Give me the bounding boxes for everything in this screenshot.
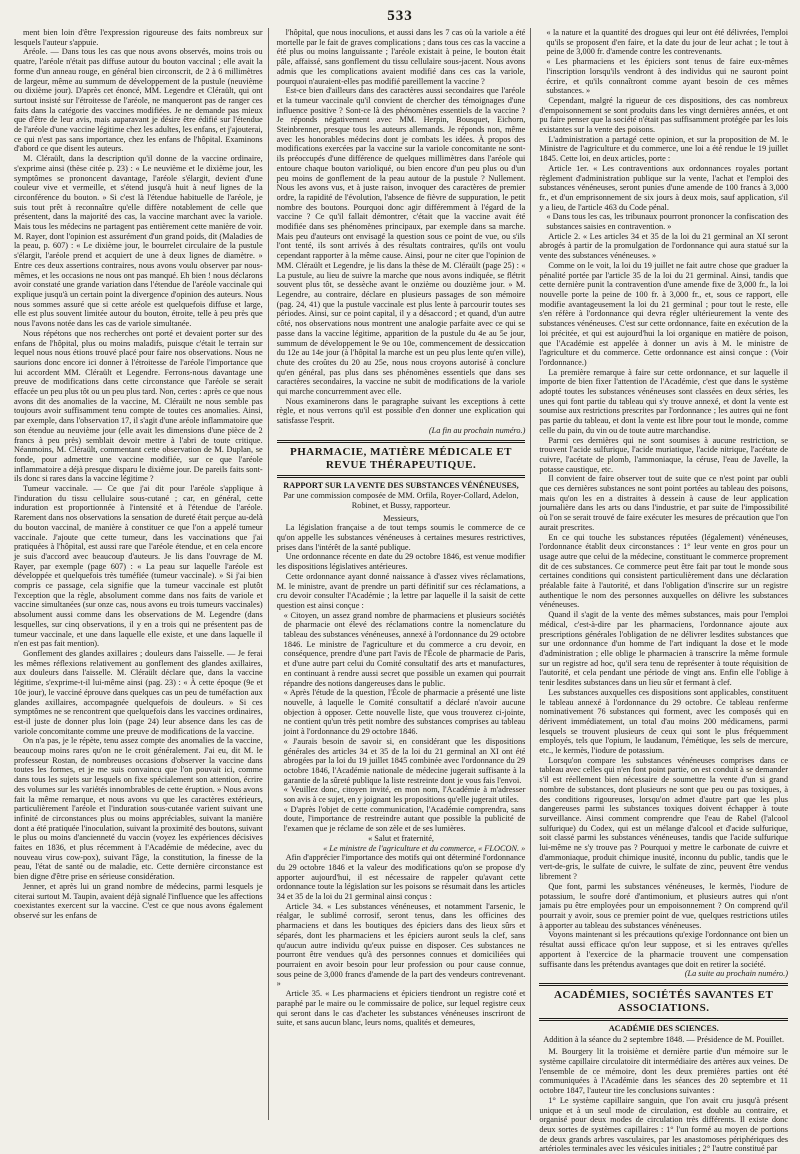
paragraph: Cette ordonnance ayant donné naissance à d'assez vives réclamations, M. le ministre, avant de prendre un parti définitif sur ces réclamations, a cru devoir consulter l'Académie ; la lettre par laquelle il la saisit de cette question est ainsi conçue : [276,571,526,610]
signature: « Le ministre de l'agriculture et du commerce, « FLOCON. » [323,843,526,853]
paragraph: Afin d'apprécier l'importance des motifs qui ont déterminé l'ordonnance du 29 octobre 1846 et la valeur des modifications qu'on se propose d'y apporter aujourd'hui, il est nécessaire de rappeler qu'avant cette ordonnance toute la législation sur les poisons se résumait dans les articles 34 et 35 de la loi du 21 germinal ainsi conçus : [276,853,526,902]
paragraph: 1° Le système capillaire sanguin, que l'on avait cru jusqu'à présent unique et à un seul mode de circulation, est double au contraire, et organisé pour deux modes de circulation très différents. Il existe donc deux sortes de systèmes capillaires : 1° l'un formé au moyen de portions de deux grands arbres vasculaires, par les anastomoses périphériques des artérioles terminales avec les vésicules initiales ; 2° l'autre constitué par [539,1095,789,1154]
paragraph: Est-ce bien d'ailleurs dans des caractères aussi secondaires que l'aréole et la tumeur vaccinale qu'il convient de chercher des témoignages d'une influence positive ? Sont-ce là des phénomènes essentiels de la vaccine ? Je réponds négativement avec MM. Herpin, Bousquet, Eichorn, Steinbrenner, presque tous les auteurs allemands. Je réponds non, même avec les honorables médecins dont je combats les idées. À propos des modifications exercées par la vaccine sur la variole concomitante ne sont-ils préoccupés d'une différence de quelques millimètres dans l'aréole qui entoure chaque bouton varioliqué, ou bien encore d'un peu plus ou d'un peu moins de gonflement de la peau autour de la pustule ? Nullement. Nous les avons vus, et à juste raison, invoquer des caractères de premier ordre, la rapidité de l'évolution, l'absence de fièvre de suppuration, le petit nombre des boutons. Pourquoi donc agir différemment à l'égard de la vaccine ? Ce qu'il fallait démontrer, c'était que la vaccine avait été modifiée dans ses phénomènes principaux, par exemple dans sa marche. Mais peu d'auteurs ont envisagé la question sous ce point de vue, ou s'ils l'ont tenté, ils sont arrivés à des résultats contraires, qu'ils ont voulu cependant rapporter à la même cause. Ainsi, pour ne citer que l'opinion de MM. Cléraült et Legendre, je lis dans la thèse de M. Cléraült (page 25) : « La pustule, au lieu de suivre la marche que nous avons indiquée, se flétrit souvent plus tôt, se dessèche avant le onzième ou douzième jour. » M. Legendre, au contraire, déclare en plusieurs passages de son mémoire (pag. 24, 41) que la pustule vaccinale est plus lente à parcourir toutes ses périodes. Ainsi, sur ce point capital, il y a désaccord ; et quand, d'un autre côté, nos observations nous montrent une analogie parfaite avec ce qui se passe dans la vaccine légitime, apparition de la pustule du 4e au 5e jour, summum de développement le 9e ou 10e, commencement de dessiccation du 12e au 14e jour (à l'hôpital la marche est un peu plus lente qu'en ville), chute des croûtes du 20 au 25e, nous nous croyons autorisé à conclure qu'en général, pas plus dans ses phénomènes essentiels que dans ses caractères secondaires, la vaccine ne subit de modifications de la variole qui marche concurremment avec elle. [276,86,526,397]
paragraph: On n'a pas, je le répète, tenu assez compte des anomalies de la vaccine, beaucoup moins rares qu'on ne le croit généralement. J'ai eu, dit M. le professeur Rostan, de nombreuses occasions d'observer la vaccine dans toutes les formes, et je me suis convaincu que l'on pouvait ici, comme dans tous les sujets sur lesquels on fixe spécialement son attention, écrire des volumes sur les variétés innombrables de cette éruption. » Nous avons fait la même remarque, et nous avons vu que les caractères extérieurs, particulièrement l'aréole et l'induration sous-cutanée varient suivant une infinité de circonstances plus ou moins appréciables, suivant la manière dont a été pratiquée l'inoculation, suivant la proximité des boutons, suivant le plus ou moins d'ancienneté du vaccin (voyez les expériences décisives faites en 1836, et plus récemment à l'Académie de médecine, avec du nouveau virus cow-pox), suivant l'âge, la constitution, la finesse de la peau, l'état de santé ou de maladie, etc. Cette dernière circonstance est bien digne d'être prise en sérieuse considération. [14,736,263,882]
paragraph: Article 1er. « Les contraventions aux ordonnances royales portant règlement d'administration publique sur la vente, l'achat et l'emploi des substances vénéneuses, seront punies d'une amende de 100 francs à 3,000 fr., et d'un emprisonnement de six jours à deux mois, sauf application, s'il y a lieu, de l'article 463 du Code pénal. [539,163,789,212]
quoted-letter: « J'aurais besoin de savoir si, en considérant que les dispositions générales des articles 34 et 35 de la loi du 21 germinal an XI ont été abrogées par la loi du 19 juillet 1845 combinée avec l'ordonnance du 29 octobre 1846, l'Académie nationale de médecine jugerait suffisante à la garantie de la sûreté publique la liste restreinte dont je vous fais l'envoi. [283,736,526,785]
paragraph: La législation française a de tout temps soumis le commerce de ce qu'on appelle les substances vénéneuses à certaines mesures restrictives, prises dans l'intérêt de la santé publique. [276,523,526,552]
quoted-letter: « D'après l'objet de cette communication, l'Académie comprendra, sans doute, l'importance de restreindre autant que possible la publicité de l'examen que je réclame de son zèle et de ses lumières. [283,804,526,834]
text-columns [14,28,789,1154]
paragraph: Jenner, et après lui un grand nombre de médecins, parmi lesquels je citerai surtout M. Taupin, avaient déjà signalé l'influence que les affections coexistantes exercent sur la vaccine. C'est ce que nous avons également observé sur les enfans de [14,881,263,920]
column-2 [277,28,532,1120]
paragraph: Article 34. « Les substances vénéneuses, et notamment l'arsenic, le réalgar, le sublimé corrosif, seront tenus, dans les officines des pharmaciens et dans les boutiques des épiciers dans des lieux sûrs et séparés, dont les pharmaciens et les épiciers auront seuls la clef, sans qu'aucun autre individu qu'eux puisse en disposer. Ces substances ne pourront être vendues qu'à des personnes connues et domiciliées qui pourraient en avoir besoin pour leur profession ou pour cause connue, sous peine de 3,000 francs d'amende de la part des vendeurs contrevenant. » [276,901,526,989]
column-1 [14,28,269,1120]
paragraph: Parmi ces dernières qui ne sont soumises à aucune restriction, se trouvent l'acide sulfurique, l'acide muriatique, l'acide nitrique, l'acétate de cuivre, l'acétate de plomb, l'ammoniaque, la céruse, l'eau de Javelle, la potasse caustique, etc. [539,435,789,474]
session-info: Addition à la séance du 2 septembre 1848. — Présidence de M. Pouillet. [543,1034,785,1044]
paragraph: Aréole. — Dans tous les cas que nous avons observés, moins trois ou quatre, l'aréole n'était pas diffuse autour du bouton vaccinal ; elle avait la forme d'un anneau rouge, en général bien circonscrit, de 2 à 6 millimètres de largeur, même au summum de développement de la pustule (neuvième ou dixième jour). D'après cet énoncé, MM. Legendre et Cléraült, qui ont surtout insisté sur l'étroitesse de l'aréole, ne manqueront pas de ranger ces faits dans la catégorie des vaccines modifiées. Je ne demande pas mieux que d'être de leur avis, mais auparavant je désire être édifié sur l'étendue de l'aréole d'une vaccine légitime chez les adultes, les enfans, et j'ajouterai, ce qui n'est pas sans importance, chez les enfans de l'hôpital. Examinons d'abord ce que disent les auteurs. [14,47,263,154]
paragraph: l'hôpital, que nous inoculions, et aussi dans les 7 cas où la variole a été mortelle par le fait de graves complications ; dans tous ces cas la vaccine a été plus ou moins languissante ; l'aréole existait à peine, le bouton était pâle, affaissé, sans gonflement du tissu cellulaire sous-jacent. Nous avons admis que les complications avaient modifié dans ces cas la variole, pourquoi n'auraient-elles pas modifié pareillement la vaccine ? [276,28,526,86]
paragraph: Lorsqu'on compare les substances vénéneuses comprises dans ce tableau avec celles qui n'en font point partie, on est conduit à se demander s'il est réellement bien nécessaire de soumettre la vente d'un si grand nombre de substances, dont plusieurs ne sont que peu ou pas toxiques, à des conditions rigoureuses, lorsqu'on admet d'autre part que les plus dangereuses parmi les substances toxiques doivent échapper à toute surveillance. Ainsi comment comprendre que l'eau de Rabel (l'alcool sulfurique) du Codex, qui est un mélange d'alcool et d'acide sulfurique, soit classé parmi les substances vénéneuses, tandis que l'acide sulfurique lui-même ne s'y trouve pas ? Pourquoi y mettre le carbonate de cuivre et d'ammoniaque, produit chimique inusité, inconnu du public, tandis que le vert-de-gris, le sulfate de cuivre, le sulfate de zinc, peuvent être vendus librement ? [539,755,789,882]
continuation-note: (La fin au prochain numéro.) [428,425,526,435]
paragraph: Comme on le voit, la loi du 19 juillet ne fait autre chose que graduer la pénalité portée par l'article 35 de la loi du 21 germinal. Ainsi, tandis que cette dernière punit la contravention d'une amende fixe de 3,000 fr., la loi nouvelle porte la peine de 100 fr. à 3,000 fr., et, sous ce rapport, elle modifie avantageusement la loi du 21 germinal ; pour tout le reste, elle s'en réfère à l'ordonnance qui devra régler ultérieurement la vente des substances vénéneuses. C'est sur cette ordonnance, faite en exécution de la loi précitée, et qui est aujourd'hui la loi organique en matière de poison, que l'Académie est appelée à donner un avis à M. le ministre de l'agriculture et du commerce. Cette ordonnance est ainsi conçue : (Voir l'ordonnance.) [539,260,789,367]
closing: « Salut et fraternité, [368,833,434,843]
continuation-note: (La suite au prochain numéro.) [684,969,789,979]
paragraph: ment bien loin d'être l'expression rigoureuse des faits nombreux sur lesquels l'auteur s'appuie. [14,28,263,47]
paragraph: L'administration a partagé cette opinion, et sur la proposition de M. le Ministre de l'agriculture et du commerce, une loi a été rendue le 19 juillet 1845. Cette loi, en deux articles, porte : [539,134,789,164]
page-number: 533 [387,8,413,24]
paragraph: Que font, parmi les substances vénéneuses, le kermès, l'iodure de potassium, le soufre doré d'antimonium, et plusieurs autres qui n'ont jamais pu être employées pour un empoisonnement ? On comprend qu'il pourrait y avoir, sous ce premier point de vue, quelques restrictions utiles à apporter au tableau des substances vénéneuses. [539,881,789,930]
salutation: Messieurs, [383,513,419,523]
section-title-academies: ACADÉMIES, SOCIÉTÉS SAVANTES ET ASSOCIATIONS. [539,983,788,1021]
paragraph: M. Bourgery lit la troisième et dernière partie d'un mémoire sur le système capillaire circulatoire dit intermédiaire des artères aux veines. De l'ensemble de ce mémoire, dont les deux premières parties ont été communiquées à l'Académie dans les séances des 20 septembre et 11 octobre 1847, l'auteur tire les conclusions suivantes : [539,1047,789,1096]
report-commission: Par une commission composée de MM. Orfila, Royer-Collard, Adelon, Robinet, et Bussy, rapporteur. [283,491,519,510]
quoted-letter: « Après l'étude de la question, l'École de pharmacie a présenté une liste nouvelle, à laquelle le Comité consultatif a déclaré n'avoir aucune objection à opposer. Cette nouvelle liste, que vous trouverez ci-jointe, ne contient qu'un très petit nombre des substances comprises au tableau joint à l'ordonnance du 29 octobre 1846. [283,688,526,737]
paragraph: Les substances auxquelles ces dispositions sont applicables, constituent le tableau annexé à l'ordonnance du 29 octobre. Ce tableau renferme nominativement 76 substances qui forment, avec les composés qui en dérivent immédiatement, un total d'au moins 200 médicamens, parmi lesquels se trouvent plusieurs de ceux qui sont le plus fréquemment employés, tels que l'opium, le laudanum, l'émétique, les sels de mercure, etc., le kermès, l'iodure de potassium. [539,687,789,756]
paragraph: La première remarque à faire sur cette ordonnance, et sur laquelle il importe de bien fixer l'attention de l'Académie, c'est que dans le système adopté toutes les substances vénéneuses sont classées en deux séries, les unes qui font partie du tableau qui s'y trouve annexé, et dont la vente est soumise aux restrictions prescrites par l'ordonnance ; les autres qui ne font pas partie du tableau, et dont la vente est libre pour tout le monde, comme celle du pain, du vin ou de toute autre marchandise. [539,367,789,435]
paragraph: Quand il s'agit de la vente des mêmes substances, mais pour l'emploi médical, c'est-à-dire par les pharmaciens, l'ordonnance ajoute aux prescriptions générales l'obligation de ne délivrer lesdites substances que sur une ordonnance d'un homme de l'art indiquant la dose et le mode d'administration ; elle oblige le pharmacien à transcrire la même formule sur un registre ad hoc, qu'il sera tenu de représenter à toute réquisition de l'autorité, et cela pendant une période de vingt ans. Enfin elle l'oblige à tenir lesdites substances dans un lieu sûr et fermant à clef. [539,610,789,688]
paragraph: « Dans tous les cas, les tribunaux pourront prononcer la confiscation des substances saisies en contravention. » [546,212,789,232]
paragraph: Voyons maintenant si les précautions qu'exige l'ordonnance ont bien un résultat aussi efficace qu'on leur suppose, et si les entraves qu'elles apportent à l'exercice de la pharmacie trouvent une compensation suffisante dans les prétendus avantages que doit en retirer la société. [539,930,789,969]
paragraph: Une ordonnance récente en date du 29 octobre 1846, est venue modifier les dispositions législatives antérieures. [276,552,526,572]
paragraph: Article 2. « Les articles 34 et 35 de la loi du 21 germinal an XI seront abrogés à partir de la promulgation de l'ordonnance qui aura statué sur la vente des substances vénéneuses. » [539,231,789,261]
paragraph: Gonflement des glandes axillaires ; douleurs dans l'aisselle. — Je ferai les mêmes réflexions relativement au gonflement des glandes axillaires, aux douleurs dans l'aisselle. M. Cléraült déclare que, dans la vaccine légitime, s'exprime-t-il lui-même ainsi (pag. 23) : « À cette époque (9e et 10e jour), le vacciné éprouve dans quelques cas un peu de tuméfaction aux glandes axillaires, accompagnée quelquefois de douleurs. » Si ces symptômes ne se rencontrent que quelquefois dans les vaccines ordinaires, est-il juste de donner plus loin (page 24) leur absence dans les cas de variole concomitante comme une preuve de modifications de la vaccine. [14,649,263,736]
paragraph: En ce qui touche les substances réputées (légalement) vénéneuses, l'ordonnance établit deux circonstances : 1° leur vente en gros pour un usage autre que celui de la médecine, constituant le commerce proprement dit de ces substances. Ce commerce peut être fait par tout le monde sous certaines conditions qui consistent particulièrement dans une déclaration préalable faite à l'autorité, et dans l'obligation d'inscrire sur un registre authentique le nom des personnes auxquelles on délivre les substances vénéneuses. [539,532,789,610]
quoted-letter: « Veuillez donc, citoyen invité, en mon nom, l'Académie à m'adresser son avis à ce sujet, en y joignant les propositions qu'elle jugerait utiles. [283,785,526,805]
report-title: RAPPORT SUR LA VENTE DES SUBSTANCES VÉNÉNEUSES, [283,480,519,490]
paragraph: Tumeur vaccinale. — Ce que j'ai dit pour l'aréole s'applique à l'induration du tissu cellulaire sous-cutané ; car, en général, cette induration est proportionnée à l'intensité et à l'étendue de l'aréole. Rarement dans nos observations la sensation de dureté était perçue au-delà du bouton vaccinal, de manière à constituer ce que l'on a appelé tumeur vaccinale. J'ajoute que cette tumeur, dans les vaccinations que j'ai pratiquées à l'hôpital, est aussi rare que l'aréole étendue, et en cela encore je suis d'accord avec beaucoup d'auteurs. Je lis dans l'ouvrage de M. Rayer, par exemple (page 607) : « La peau sur laquelle l'aréole est développée et quelquefois très tuméfiée (tumeur vaccinale). » Si j'ai bien compris ce passage, cela signifie que la tumeur vaccinale est plutôt l'exception que la règle, absolument comme dans nos faits de variole et vaccine simultanées (sur onze cas, nous avons eu trois tumeurs vaccinales) absolument aussi comme dans les observations de M. Legendre (dans lesquelles, sur cinq observations, il y en a trois qui ne présentent pas de tumeur vaccinale, et une dans laquelle elle existe, et une dans laquelle il n'en est pas fait mention). [14,484,263,649]
paragraph: « Les pharmaciens et les épiciers sont tenus de faire eux-mêmes l'inscription lorsqu'ils vendront à des individus qui ne sauront point écrire, et qu'ils connaîtront comme ayant besoin de ces mêmes substances. » [546,57,789,96]
paragraph: M. Cléraült, dans la description qu'il donne de la vaccine ordinaire, s'exprime ainsi (thèse citée p. 23) : « Le neuvième et le dixième jour, les symptômes se prononcent davantage, l'aréole s'élargit, devient d'une couleur vive et vermeille, et s'étend jusqu'à huit à neuf lignes de la circonférence du bouton. » Si c'est là l'étendue habituelle de l'aréole, je suis tout prêt à reconnaître qu'elle diffère notablement de celle que présentent, dans la majorité des cas, la vaccine marchant avec la variole. Mais tous les médecins ne partagent pas entièrement cette manière de voir. M. Rayer, dont l'opinion est assurément d'un grand poids, dit (Maladies de la peau, p. 607) : « Le dixième jour, le bourrelet circulaire de la pustule s'élargit, l'aréole prend et acquiert de une à deux lignes de diamètre. » Entre ces deux assertions contraires, nous avons voulu observer par nous-mêmes, et les occasions ne nous ont pas manqué. Eh bien ! nous déclarons avoir constaté une grande variation dans l'étendue de l'aréole vaccinale qui explique jusqu'à un certain point la divergence d'opinion des auteurs. Nous nous sommes assuré que si cette aréole est quelquefois diffuse et large, elle est plus souvent limitée autour du bouton, étroite, telle à peu près que nous l'avons notée dans les cas de variole simultanée. [14,154,263,329]
column-3 [539,28,789,1154]
quoted-letter: « Citoyen, un assez grand nombre de pharmaciens et plusieurs sociétés de pharmacie ont élevé des réclamations contre la nomenclature du tableau des substances vénéneuses, annexé à l'ordonnance du 29 octobre 1846. Le ministre de l'agriculture et du commerce a cru devoir, en conséquence, prendre d'une part l'avis de l'École de pharmacie de Paris, et d'une autre part celui du Comité consultatif des arts et manufactures, en continuant à rendre aussi secret que possible un examen qui pourrait répandre des notions dangereuses dans le public. [283,610,526,688]
academy-title: ACADÉMIE DES SCIENCES. [608,1023,719,1033]
paragraph: Article 35. « Les pharmaciens et épiciers tiendront un registre coté et paraphé par le maire ou le commissaire de police, sur lequel registre ceux qui seront dans le cas d'acheter les substances vénéneuses inscriront de suite, et sans aucun blanc, leurs noms, qualités et demeures, [276,989,526,1028]
paragraph: Cependant, malgré la rigueur de ces dispositions, des cas nombreux d'empoisonnement se sont produits dans les vingt dernières années, et ont pu faire penser que la société n'était pas suffisamment protégée par les lois existantes sur la vente des poisons. [539,95,789,135]
paragraph: Nous examinerons dans le paragraphe suivant les exceptions à cette règle, et nous verrons qu'il est possible d'en donner une explication qui satisfasse l'esprit. [276,396,526,426]
paragraph: Nous répétons que nos recherches ont porté et devaient porter sur des enfans de l'hôpital, plus ou moins maladifs, puisque c'était le terrain sur lequel nous nous étions trouvé placé pour faire nos observations. Nous ne saurions donc encore ici donner à l'étroitesse de l'aréole l'importance que lui accordent MM. Cléraült et Legendre. Ferrons-nous davantage une preuve de modifications dans cette circonstance que l'aréole se serait effacée un peu plus tôt ou un peu plus tard. Non, certes : après ce que nous avons dit des anomalies de la vaccine, M. Cléraült ne nous semble pas toujours avoir suffisamment tenu compte de toutes ces anomalies. Ainsi, par exemple, dans l'observation 17, il s'agit d'une aréole inflammatoire que son étendue au neuvième jour (elle avait les dimensions d'une pièce de 2 francs à peu près) semblait devoir mettre à l'abri de toute critique. Néanmoins, M. Cléraült, commentant cette observation de M. Duplan, se fonde, pour admettre une vaccine modifiée, sur ce que l'aréole inflammatoire a déjà presque disparu le dixième jour. De pareils faits sont-ils donc si rares dans la vaccine légitime ? [14,328,263,484]
paragraph: « la nature et la quantité des drogues qui leur ont été délivrées, l'emploi qu'ils se proposent d'en faire, et la date du jour de leur achat ; le tout à peine de 3,000 fr. d'amende contre les contrevenants. [546,28,789,57]
paragraph: Il convient de faire observer tout de suite que ce n'est point par oubli que ces dernières substances ne sont point portées au tableau des poisons, mais qu'on les en a distraites à dessein à cause de leur application journalière dans les arts ou dans l'industrie, et par suite de l'impossibilité où l'on se serait trouvé de faire exécuter les mesures de précaution que l'on aurait prescrites. [539,474,789,532]
section-title-pharmacie: PHARMACIE, MATIÈRE MÉDICALE ET REVUE THÉRAPEUTIQUE. [277,440,526,478]
